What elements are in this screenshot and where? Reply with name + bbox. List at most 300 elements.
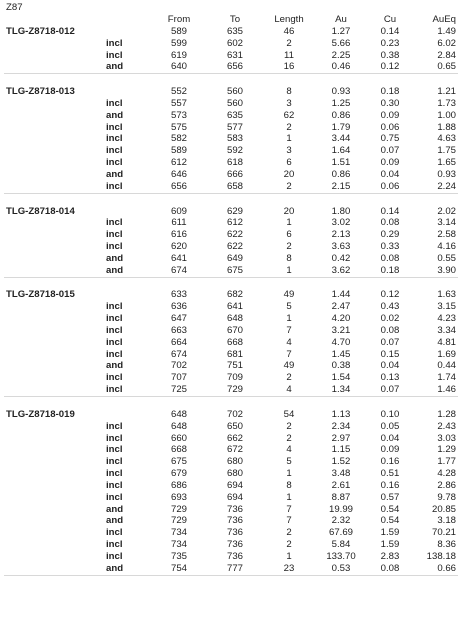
au-cell: 3.63 — [331, 241, 351, 253]
table-row — [4, 38, 458, 50]
to-cell: 694 — [226, 491, 243, 503]
from-cell: 616 — [170, 229, 187, 241]
au-cell: 2.61 — [331, 479, 351, 491]
qualifier-cell: and — [106, 109, 124, 121]
au-cell: 0.38 — [331, 360, 351, 372]
from-cell: 648 — [170, 408, 187, 420]
table-row — [4, 86, 458, 98]
from-cell: 582 — [170, 133, 187, 145]
qualifier-cell: and — [106, 61, 150, 73]
from-cell: 725 — [150, 384, 208, 396]
aueq-cell: 1.49 — [437, 25, 456, 37]
cu-cell: 0.04 — [380, 168, 400, 180]
aueq-cell: 3.90 — [414, 265, 458, 277]
hole-id-cell — [4, 50, 106, 62]
hole-id-cell: TLG-Z8718-019 — [6, 408, 75, 420]
to-cell: 635 — [226, 25, 243, 37]
to-cell: 641 — [226, 301, 243, 313]
table-row — [4, 50, 458, 62]
hole-id-cell — [4, 38, 106, 50]
length-cell: 46 — [283, 25, 295, 37]
table-row — [4, 206, 458, 218]
length-cell: 2 — [286, 121, 292, 133]
from-cell: 729 — [170, 503, 187, 515]
hole-id-cell — [4, 241, 106, 253]
table-row — [4, 26, 458, 38]
qualifier-cell: incl — [106, 301, 123, 313]
from-cell: 754 — [150, 563, 208, 575]
table-row — [4, 265, 458, 277]
hole-id-cell — [4, 337, 106, 349]
from-cell: 589 — [170, 145, 187, 157]
au-cell: 3.02 — [331, 217, 351, 229]
cu-cell: 0.18 — [366, 265, 414, 277]
au-cell: 2.15 — [316, 181, 366, 193]
table-row — [4, 421, 458, 433]
length-cell: 6 — [286, 229, 292, 241]
from-cell: 589 — [170, 25, 187, 37]
length-cell: 3 — [286, 97, 292, 109]
to-cell: 592 — [226, 145, 243, 157]
from-cell: 611 — [171, 217, 187, 229]
hole-id-cell — [4, 145, 106, 157]
table-row — [4, 372, 458, 384]
au-cell: 67.69 — [328, 527, 353, 539]
aueq-cell: 1.65 — [437, 157, 456, 169]
table-row — [4, 157, 458, 169]
length-cell: 20 — [283, 205, 295, 217]
cu-cell: 0.75 — [380, 133, 400, 145]
cu-cell: 0.06 — [366, 181, 414, 193]
cu-cell: 0.12 — [366, 61, 414, 73]
au-cell: 1.45 — [331, 348, 351, 360]
aueq-cell: 3.14 — [437, 217, 456, 229]
cu-cell: 0.08 — [380, 252, 400, 264]
hole-id-cell — [4, 181, 106, 193]
aueq-cell: 3.18 — [437, 515, 456, 527]
au-cell: 1.27 — [331, 25, 351, 37]
hole-id-cell — [4, 122, 106, 134]
hole-id-cell — [4, 480, 106, 492]
table-row — [4, 539, 458, 551]
au-cell: 8.87 — [331, 491, 351, 503]
aueq-cell: 1.69 — [437, 348, 456, 360]
table-row — [4, 409, 458, 421]
au-cell: 0.93 — [331, 86, 351, 98]
hole-id-cell — [4, 456, 106, 468]
aueq-cell: 0.44 — [437, 360, 456, 372]
qualifier-cell — [106, 206, 150, 218]
au-cell: 1.80 — [331, 205, 351, 217]
from-cell: 575 — [170, 121, 187, 133]
to-cell: 622 — [226, 229, 243, 241]
cu-cell: 0.54 — [380, 503, 400, 515]
from-cell: 660 — [170, 432, 187, 444]
au-cell: 3.21 — [331, 324, 351, 336]
qualifier-cell: incl — [106, 145, 123, 157]
from-cell: 636 — [170, 301, 187, 313]
from-cell: 668 — [170, 444, 187, 456]
table-row — [4, 433, 458, 445]
aueq-cell: 4.16 — [437, 241, 456, 253]
cu-cell: 0.09 — [380, 157, 400, 169]
spacer-row — [4, 277, 458, 289]
aueq-cell: 2.86 — [437, 479, 456, 491]
cu-cell: 0.02 — [380, 313, 400, 325]
hole-id-cell — [4, 217, 106, 229]
from-cell: 641 — [170, 252, 187, 264]
from-cell: 557 — [170, 97, 187, 109]
to-cell: 648 — [226, 313, 243, 325]
hole-id-cell — [4, 360, 106, 372]
from-cell: 656 — [150, 181, 208, 193]
length-cell: 2 — [262, 181, 316, 193]
hole-id-cell — [4, 492, 106, 504]
au-cell: 1.25 — [331, 97, 351, 109]
to-cell: 680 — [226, 456, 243, 468]
table-row — [4, 253, 458, 265]
length-cell: 5 — [286, 456, 292, 468]
aueq-cell: 1.73 — [437, 97, 456, 109]
hole-id-cell — [4, 157, 106, 169]
length-cell: 6 — [286, 157, 292, 169]
from-cell: 675 — [170, 456, 187, 468]
cu-cell: 0.12 — [380, 289, 400, 301]
table-row — [4, 289, 458, 301]
length-cell: 4 — [286, 336, 292, 348]
table-row — [4, 492, 458, 504]
au-cell: 0.86 — [331, 109, 351, 121]
hole-id-cell — [4, 98, 106, 110]
length-cell: 8 — [286, 252, 292, 264]
to-cell: 670 — [226, 324, 243, 336]
qualifier-cell — [106, 26, 150, 38]
aueq-cell: 2.84 — [437, 49, 456, 61]
table-row — [4, 61, 458, 73]
length-cell: 1 — [286, 550, 292, 562]
aueq-cell: 1.88 — [437, 121, 456, 133]
qualifier-cell: and — [106, 252, 124, 264]
table-row — [4, 133, 458, 145]
aueq-cell: 1.29 — [437, 444, 456, 456]
from-cell: 707 — [170, 372, 187, 384]
aueq-cell: 2.24 — [414, 181, 458, 193]
table-row — [4, 337, 458, 349]
qualifier-cell: incl — [106, 241, 123, 253]
spacer-cell — [4, 277, 458, 289]
au-cell: 0.46 — [316, 61, 366, 73]
from-cell: 640 — [150, 61, 208, 73]
length-cell: 8 — [286, 86, 292, 98]
qualifier-cell: incl — [106, 324, 123, 336]
to-cell: 736 — [226, 515, 243, 527]
qualifier-cell: incl — [106, 133, 123, 145]
qualifier-cell: incl — [106, 336, 123, 348]
cu-cell: 0.57 — [380, 491, 400, 503]
cu-cell: 0.23 — [380, 37, 400, 49]
qualifier-cell: incl — [106, 97, 123, 109]
aueq-cell: 3.15 — [437, 301, 456, 313]
length-cell: 2 — [286, 527, 292, 539]
aueq-cell: 4.23 — [437, 313, 456, 325]
table-row — [4, 181, 458, 193]
au-cell: 0.53 — [316, 563, 366, 575]
length-cell: 54 — [283, 408, 295, 420]
qualifier-cell: and — [106, 360, 124, 372]
hole-id-cell — [4, 169, 106, 181]
qualifier-cell: incl — [106, 550, 123, 562]
length-cell: 62 — [283, 109, 295, 121]
cu-cell: 0.38 — [380, 49, 400, 61]
hole-id-cell — [4, 551, 106, 563]
length-cell: 1 — [286, 217, 292, 229]
au-cell: 4.20 — [331, 313, 351, 325]
from-cell: 686 — [170, 479, 187, 491]
au-cell: 1.34 — [316, 384, 366, 396]
aueq-cell: 1.28 — [437, 408, 456, 420]
table-row — [4, 515, 458, 527]
length-cell: 49 — [283, 289, 295, 301]
from-cell: 735 — [170, 550, 187, 562]
cu-cell: 0.14 — [380, 205, 400, 217]
aueq-cell: 0.65 — [414, 61, 458, 73]
qualifier-cell: and — [106, 168, 124, 180]
hole-id-cell — [4, 61, 106, 73]
cu-cell: 0.14 — [380, 25, 400, 37]
cu-cell: 0.33 — [380, 241, 400, 253]
to-cell: 583 — [226, 133, 243, 145]
cu-cell: 0.43 — [380, 301, 400, 313]
to-cell: 668 — [226, 336, 243, 348]
table-row — [4, 504, 458, 516]
au-cell: 2.97 — [331, 432, 351, 444]
table-row — [4, 169, 458, 181]
table-row — [4, 229, 458, 241]
au-cell: 19.99 — [328, 503, 353, 515]
cu-cell: 0.07 — [366, 384, 414, 396]
au-cell: 2.47 — [331, 301, 351, 313]
to-cell: 777 — [208, 563, 262, 575]
length-cell: 8 — [286, 479, 292, 491]
qualifier-cell: incl — [106, 432, 123, 444]
from-cell: 612 — [170, 157, 187, 169]
from-cell: 729 — [170, 515, 187, 527]
aueq-cell: 1.63 — [437, 289, 456, 301]
qualifier-cell: incl — [106, 181, 150, 193]
to-cell: 629 — [226, 205, 243, 217]
header-row — [4, 14, 458, 26]
cu-cell: 0.16 — [380, 479, 400, 491]
hole-id-cell — [4, 384, 106, 396]
hole-id-cell — [4, 421, 106, 433]
cu-cell: 0.07 — [380, 336, 400, 348]
cu-header: Cu — [383, 14, 397, 25]
from-cell: 573 — [170, 109, 187, 121]
from-cell: 702 — [170, 360, 187, 372]
cu-cell: 0.30 — [380, 97, 400, 109]
qualifier-cell: incl — [106, 444, 123, 456]
length-cell: 16 — [262, 61, 316, 73]
au-cell: 2.34 — [331, 420, 351, 432]
length-header: Length — [274, 14, 304, 25]
au-cell: 4.70 — [331, 336, 351, 348]
to-cell: 672 — [226, 444, 243, 456]
qualifier-cell: incl — [106, 420, 123, 432]
from-cell: 648 — [170, 420, 187, 432]
aueq-cell: 1.46 — [414, 384, 458, 396]
aueq-cell: 4.63 — [437, 133, 456, 145]
qualifier-cell: incl — [106, 157, 123, 169]
cu-cell: 0.51 — [380, 468, 400, 480]
hole-id-cell — [4, 527, 106, 539]
from-cell: 647 — [170, 313, 187, 325]
from-cell: 620 — [170, 241, 187, 253]
to-cell: 622 — [226, 241, 243, 253]
cu-cell: 0.04 — [380, 432, 400, 444]
qualifier-cell: incl — [106, 479, 123, 491]
table-row — [4, 313, 458, 325]
to-cell: 675 — [208, 265, 262, 277]
from-cell: 679 — [170, 468, 187, 480]
aueq-cell: 0.93 — [437, 168, 456, 180]
qualifier-cell: and — [106, 265, 150, 277]
to-cell: 650 — [226, 420, 243, 432]
table-row — [4, 110, 458, 122]
to-cell: 560 — [226, 97, 243, 109]
hole-id-cell — [4, 433, 106, 445]
to-cell: 736 — [226, 503, 243, 515]
to-cell: 680 — [226, 468, 243, 480]
cu-cell: 0.09 — [380, 444, 400, 456]
au-cell: 5.84 — [331, 539, 351, 551]
length-cell: 20 — [283, 168, 295, 180]
qualifier-cell: incl — [106, 384, 150, 396]
cu-cell: 0.05 — [380, 420, 400, 432]
qualifier-cell: and — [106, 515, 124, 527]
au-cell: 1.79 — [331, 121, 351, 133]
hole-id-cell — [4, 504, 106, 516]
from-cell: 633 — [170, 289, 187, 301]
from-cell: 663 — [170, 324, 187, 336]
au-cell: 0.42 — [331, 252, 351, 264]
qualifier-cell: incl — [106, 313, 123, 325]
table-row — [4, 301, 458, 313]
length-cell: 2 — [286, 539, 292, 551]
table-row — [4, 384, 458, 396]
cu-cell: 0.08 — [380, 324, 400, 336]
qualifier-cell: incl — [106, 37, 123, 49]
au-cell: 1.44 — [331, 289, 351, 301]
cu-cell: 0.09 — [380, 109, 400, 121]
length-cell: 7 — [286, 503, 292, 515]
table-row — [4, 360, 458, 372]
cu-cell: 0.04 — [380, 360, 400, 372]
hole-id-cell — [4, 253, 106, 265]
qualifier-cell — [106, 86, 150, 98]
aueq-cell: 4.81 — [437, 336, 456, 348]
to-cell: 612 — [226, 217, 243, 229]
qualifier-cell: and — [106, 563, 150, 575]
length-cell: 1 — [286, 313, 292, 325]
cu-cell: 0.16 — [380, 456, 400, 468]
aueq-cell: 2.43 — [437, 420, 456, 432]
au-cell: 2.32 — [331, 515, 351, 527]
au-cell: 2.13 — [331, 229, 351, 241]
aueq-cell: 4.28 — [437, 468, 456, 480]
table-row — [4, 241, 458, 253]
length-cell: 7 — [286, 515, 292, 527]
to-cell: 631 — [226, 49, 243, 61]
table-row — [4, 217, 458, 229]
hole-id-cell — [4, 313, 106, 325]
length-cell: 4 — [286, 444, 292, 456]
to-cell: 666 — [226, 168, 243, 180]
hole-id-cell — [4, 349, 106, 361]
cu-cell: 0.29 — [380, 229, 400, 241]
to-cell: 635 — [226, 109, 243, 121]
table-title: Z87 — [6, 2, 23, 13]
cu-cell: 1.59 — [380, 527, 400, 539]
to-cell: 694 — [226, 479, 243, 491]
aueq-cell: 2.58 — [437, 229, 456, 241]
cu-cell: 0.10 — [380, 408, 400, 420]
au-cell: 1.15 — [331, 444, 351, 456]
qualifier-cell: incl — [106, 468, 123, 480]
to-cell: 709 — [226, 372, 243, 384]
qualifier-cell — [106, 289, 150, 301]
from-cell: 674 — [150, 265, 208, 277]
qualifier-cell: incl — [106, 491, 123, 503]
to-cell: 577 — [226, 121, 243, 133]
table-row — [4, 349, 458, 361]
aueq-cell: 3.34 — [437, 324, 456, 336]
au-header: Au — [335, 14, 347, 25]
au-cell: 1.52 — [331, 456, 351, 468]
hole-id-cell — [4, 444, 106, 456]
to-cell: 560 — [226, 86, 243, 98]
hole-id-cell — [4, 468, 106, 480]
qualifier-cell: incl — [106, 348, 123, 360]
qualifier-cell: and — [106, 503, 124, 515]
hole-id-cell — [4, 563, 106, 575]
length-cell: 2 — [286, 372, 292, 384]
qualifier-cell: incl — [106, 49, 123, 61]
to-header: To — [229, 14, 241, 25]
spacer-row — [4, 193, 458, 205]
to-cell: 649 — [226, 252, 243, 264]
cu-cell: 0.07 — [380, 145, 400, 157]
spacer-cell — [4, 74, 458, 86]
table-row — [4, 444, 458, 456]
from-cell: 734 — [170, 527, 187, 539]
cu-cell: 0.08 — [366, 563, 414, 575]
from-cell: 619 — [170, 49, 187, 61]
length-cell: 3 — [286, 145, 292, 157]
hole-id-cell: TLG-Z8718-012 — [6, 25, 75, 37]
to-cell: 736 — [226, 539, 243, 551]
hole-id-cell — [4, 110, 106, 122]
cu-cell: 0.06 — [380, 121, 400, 133]
table-row — [4, 480, 458, 492]
aueq-cell: 1.74 — [437, 372, 456, 384]
length-cell: 1 — [286, 133, 292, 145]
qualifier-cell: incl — [106, 456, 123, 468]
table-row — [4, 122, 458, 134]
au-cell: 1.13 — [331, 408, 351, 420]
from-cell: 552 — [170, 86, 187, 98]
length-cell: 4 — [262, 384, 316, 396]
table-row — [4, 527, 458, 539]
